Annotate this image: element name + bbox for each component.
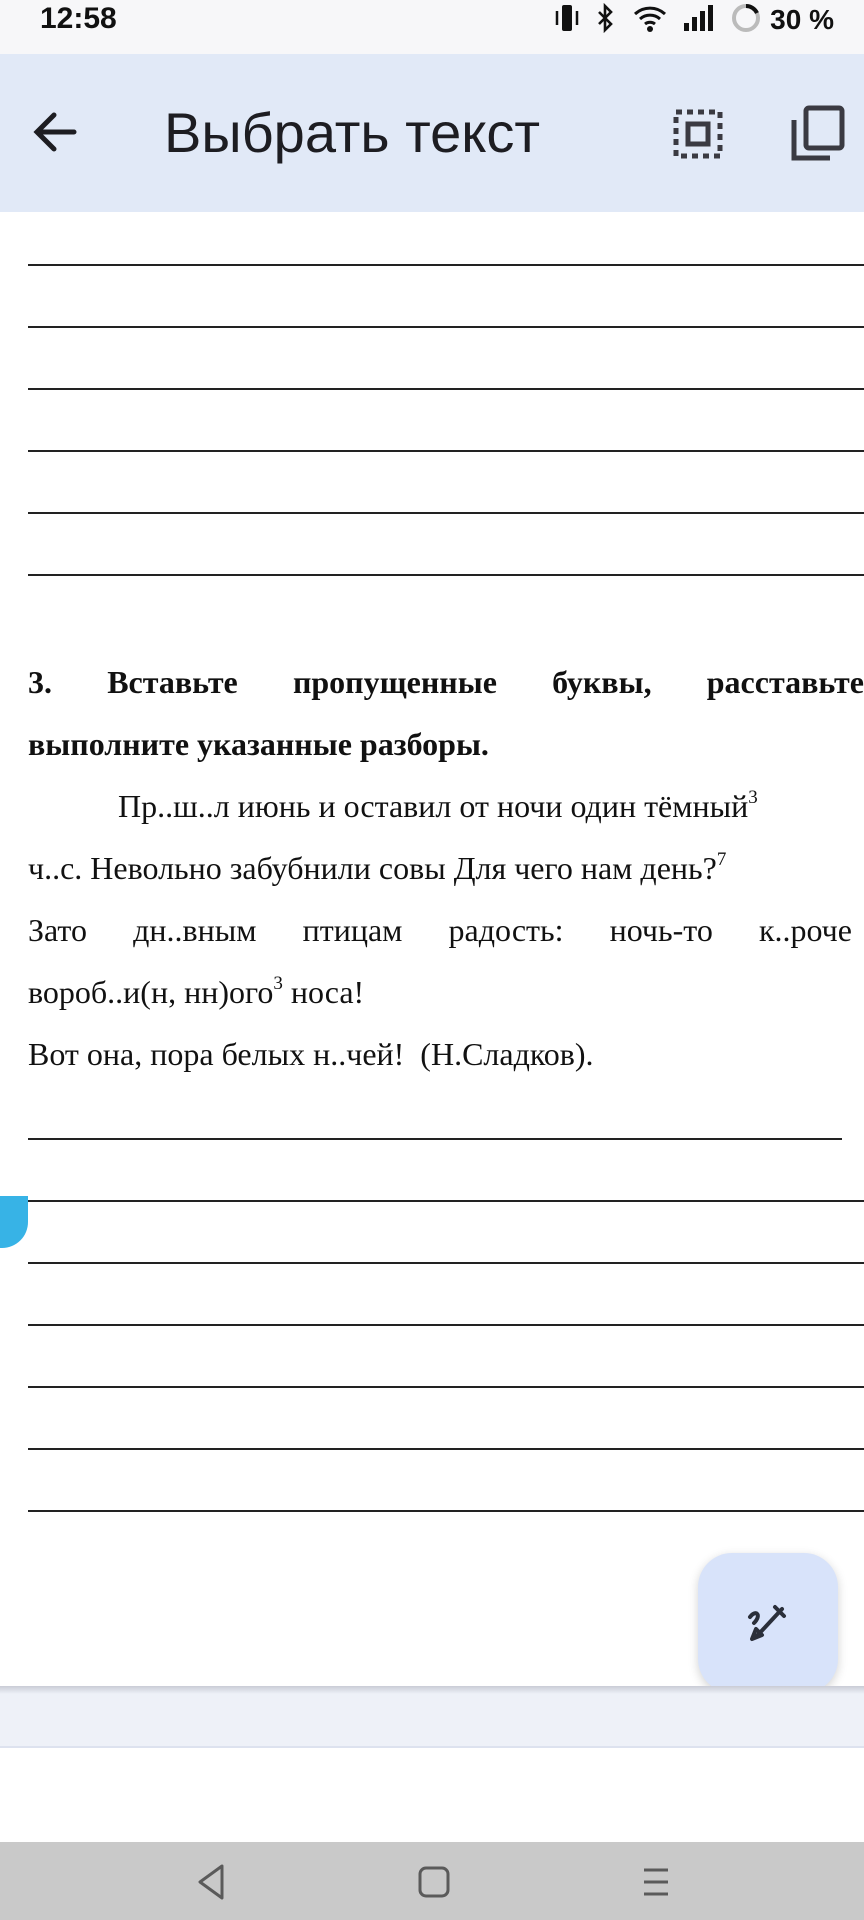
copy-button[interactable] bbox=[784, 102, 848, 166]
answer-line bbox=[28, 1324, 864, 1326]
nav-home-button[interactable] bbox=[412, 1860, 456, 1904]
vibrate-icon bbox=[554, 3, 580, 38]
text-line-1 bbox=[118, 788, 758, 825]
select-all-button[interactable] bbox=[666, 102, 730, 166]
line-text: ч..с. Невольно забубнили совы Для чего нам день? bbox=[28, 850, 717, 886]
app-bar bbox=[0, 54, 864, 212]
answer-line bbox=[28, 1510, 864, 1512]
back-button[interactable] bbox=[26, 102, 86, 162]
answer-line bbox=[28, 1200, 864, 1202]
document-bottom-edge bbox=[0, 1686, 864, 1694]
wifi-icon bbox=[632, 3, 668, 38]
answer-line bbox=[28, 1386, 864, 1388]
nav-recents-button[interactable] bbox=[634, 1860, 678, 1904]
footnote-mark: 7 bbox=[716, 849, 727, 870]
heading-word: Вставьте bbox=[107, 664, 238, 700]
answer-line bbox=[28, 574, 864, 576]
line-word: Зато bbox=[28, 912, 87, 948]
heading-word: расставьте bbox=[706, 664, 864, 700]
bottom-blank-area bbox=[0, 1748, 864, 1842]
heading-word: 3. bbox=[28, 664, 52, 700]
task-heading-line-2: выполните указанные разборы. bbox=[28, 726, 489, 762]
text-line-4 bbox=[28, 974, 364, 1011]
battery-percent: 30 % bbox=[770, 4, 834, 35]
line-text: носа! bbox=[282, 974, 365, 1010]
line-text: вороб..и(н, нн)ого bbox=[28, 974, 274, 1010]
heading-word: пропущенные bbox=[292, 664, 497, 700]
heading-word: буквы, bbox=[552, 664, 652, 700]
status-icons bbox=[554, 2, 834, 38]
line-word: ночь-то bbox=[609, 912, 713, 948]
line-text: Пр..ш..л июнь и оставил от ночи один тёмный bbox=[118, 788, 749, 824]
status-bar bbox=[0, 0, 864, 54]
task-heading-line-1 bbox=[28, 664, 864, 701]
answer-line bbox=[28, 1448, 864, 1450]
battery-ring-icon bbox=[730, 2, 762, 39]
select-all-icon bbox=[666, 102, 730, 166]
answer-line bbox=[28, 450, 864, 452]
arrow-back-icon bbox=[26, 102, 86, 162]
nav-home-icon bbox=[412, 1860, 456, 1904]
answer-line bbox=[28, 264, 864, 266]
line-word: к..роче bbox=[758, 912, 852, 948]
answer-line bbox=[28, 1262, 864, 1264]
signal-icon bbox=[682, 3, 716, 38]
text-line-5: Вот она, пора белых н..чей! (Н.Сладков). bbox=[28, 1036, 594, 1072]
page-title: Выбрать текст bbox=[164, 101, 541, 164]
edit-fab-button[interactable] bbox=[698, 1553, 838, 1693]
copy-icon bbox=[784, 102, 848, 166]
line-word: дн..вным bbox=[133, 912, 257, 948]
answer-line bbox=[28, 326, 864, 328]
system-nav-bar bbox=[0, 1842, 864, 1920]
bottom-panel bbox=[0, 1694, 864, 1748]
document-view[interactable] bbox=[0, 212, 864, 1686]
nav-back-button[interactable] bbox=[190, 1860, 234, 1904]
footnote-mark: 3 bbox=[748, 787, 758, 808]
text-line-3 bbox=[28, 912, 852, 949]
nav-back-icon bbox=[190, 1860, 234, 1904]
line-word: радость: bbox=[448, 912, 564, 948]
status-time: 12:58 bbox=[40, 2, 117, 35]
footnote-mark: 3 bbox=[273, 973, 283, 994]
answer-line bbox=[28, 512, 864, 514]
text-line-2 bbox=[28, 850, 726, 887]
answer-line bbox=[28, 388, 864, 390]
bluetooth-icon bbox=[594, 3, 618, 38]
nav-recents-icon bbox=[634, 1860, 678, 1904]
line-word: птицам bbox=[302, 912, 403, 948]
pen-edit-icon bbox=[742, 1597, 794, 1649]
answer-line bbox=[28, 1138, 842, 1140]
